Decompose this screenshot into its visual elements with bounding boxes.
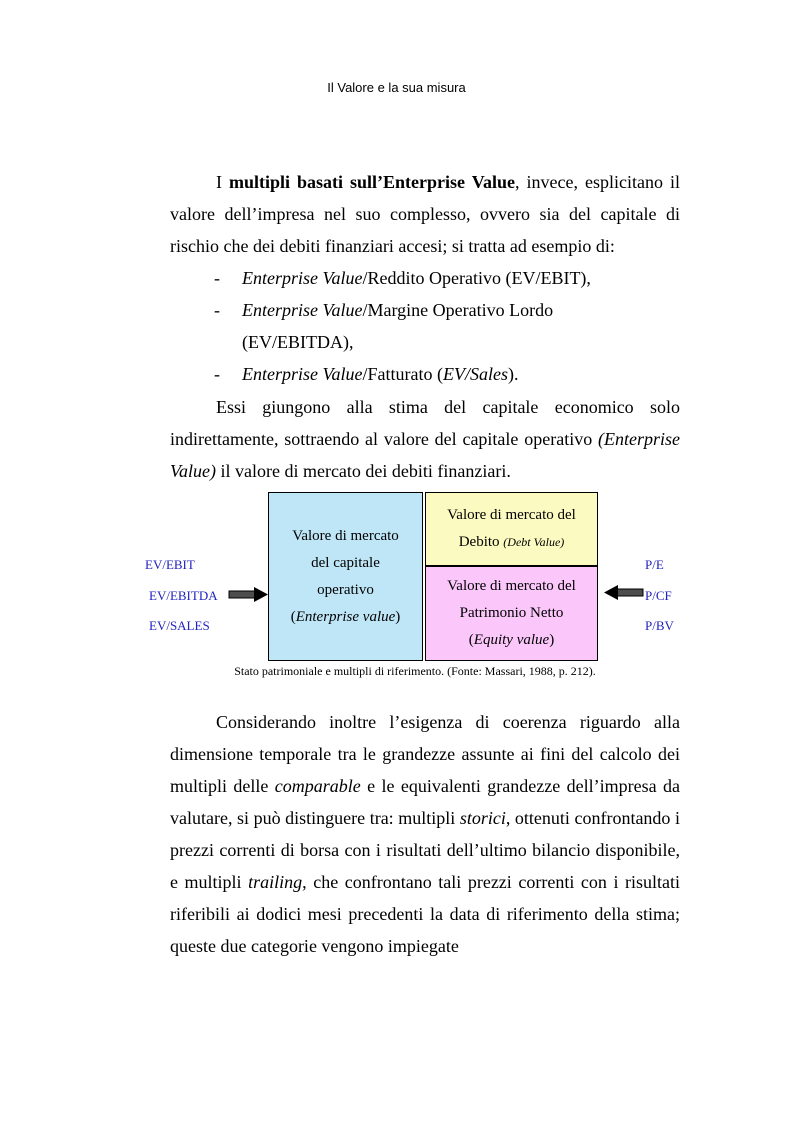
paragraph-ev-multiples: I multipli basati sull’Enterprise Value, invece, esplicitano il valore dell’impresa nel suo complesso, ovvero sia del capitale di rischio che dei debiti finanziari accesi; si tratta ad esempio di:: [170, 172, 680, 256]
list-item: - Enterprise Value/Fatturato (EV/Sales).: [214, 364, 519, 384]
multiple-ev-ebitda: EV/EBITDA: [149, 588, 218, 603]
right-arrow-icon: [228, 586, 270, 604]
figure-caption: Stato patrimoniale e multipli di riferimento. (Fonte: Massari, 1988, p. 212).: [234, 664, 596, 678]
paragraph-indirect-estimate: Essi giungono alla stima del capitale economico solo indirettamente, sottraendo al valore del capitale operativo (Enterprise Value) il valore di mercato dei debiti finanziari.: [170, 397, 680, 481]
multiple-pcf: P/CF: [645, 588, 672, 603]
multiple-ev-sales: EV/SALES: [149, 618, 210, 633]
bold-term: multipli basati sull’Enterprise Value: [229, 172, 516, 192]
list-item: - Enterprise Value/Reddito Operativo (EV/EBIT),: [214, 268, 591, 288]
multiples-list: [214, 262, 684, 390]
multiple-pe: P/E: [645, 557, 664, 572]
paragraph-temporal-multiples: Considerando inoltre l’esigenza di coerenza riguardo alla dimensione temporale tra le grandezze assunte ai fini del calcolo dei multipli delle comparable e le equivalenti grandezze dell’impresa da valutare, si può distinguere tra: multipli storici, ottenuti confrontando i prezzi correnti di borsa con i risultati dell’ultimo bilancio disponibile, e multipli trailing, che confrontano tali prezzi correnti con i risultati riferibili ai dodici mesi precedenti la data di riferimento della stima; queste due categorie vengono impiegate: [170, 712, 680, 956]
equity-value-box: Valore di mercato del Patrimonio Netto (Equity value): [425, 566, 598, 661]
left-arrow-icon: [602, 584, 644, 602]
list-item: - Enterprise Value/Margine Operativo Lordo (EV/EBITDA),: [214, 300, 554, 352]
debt-value-box: Valore di mercato del Debito (Debt Value): [425, 492, 598, 566]
multiple-ev-ebit: EV/EBIT: [145, 557, 195, 572]
page-header: Il Valore e la sua misura: [327, 80, 466, 95]
enterprise-value-box: Valore di mercato del capitale operativo (Enterprise value): [268, 492, 423, 661]
multiple-pbv: P/BV: [645, 618, 674, 633]
